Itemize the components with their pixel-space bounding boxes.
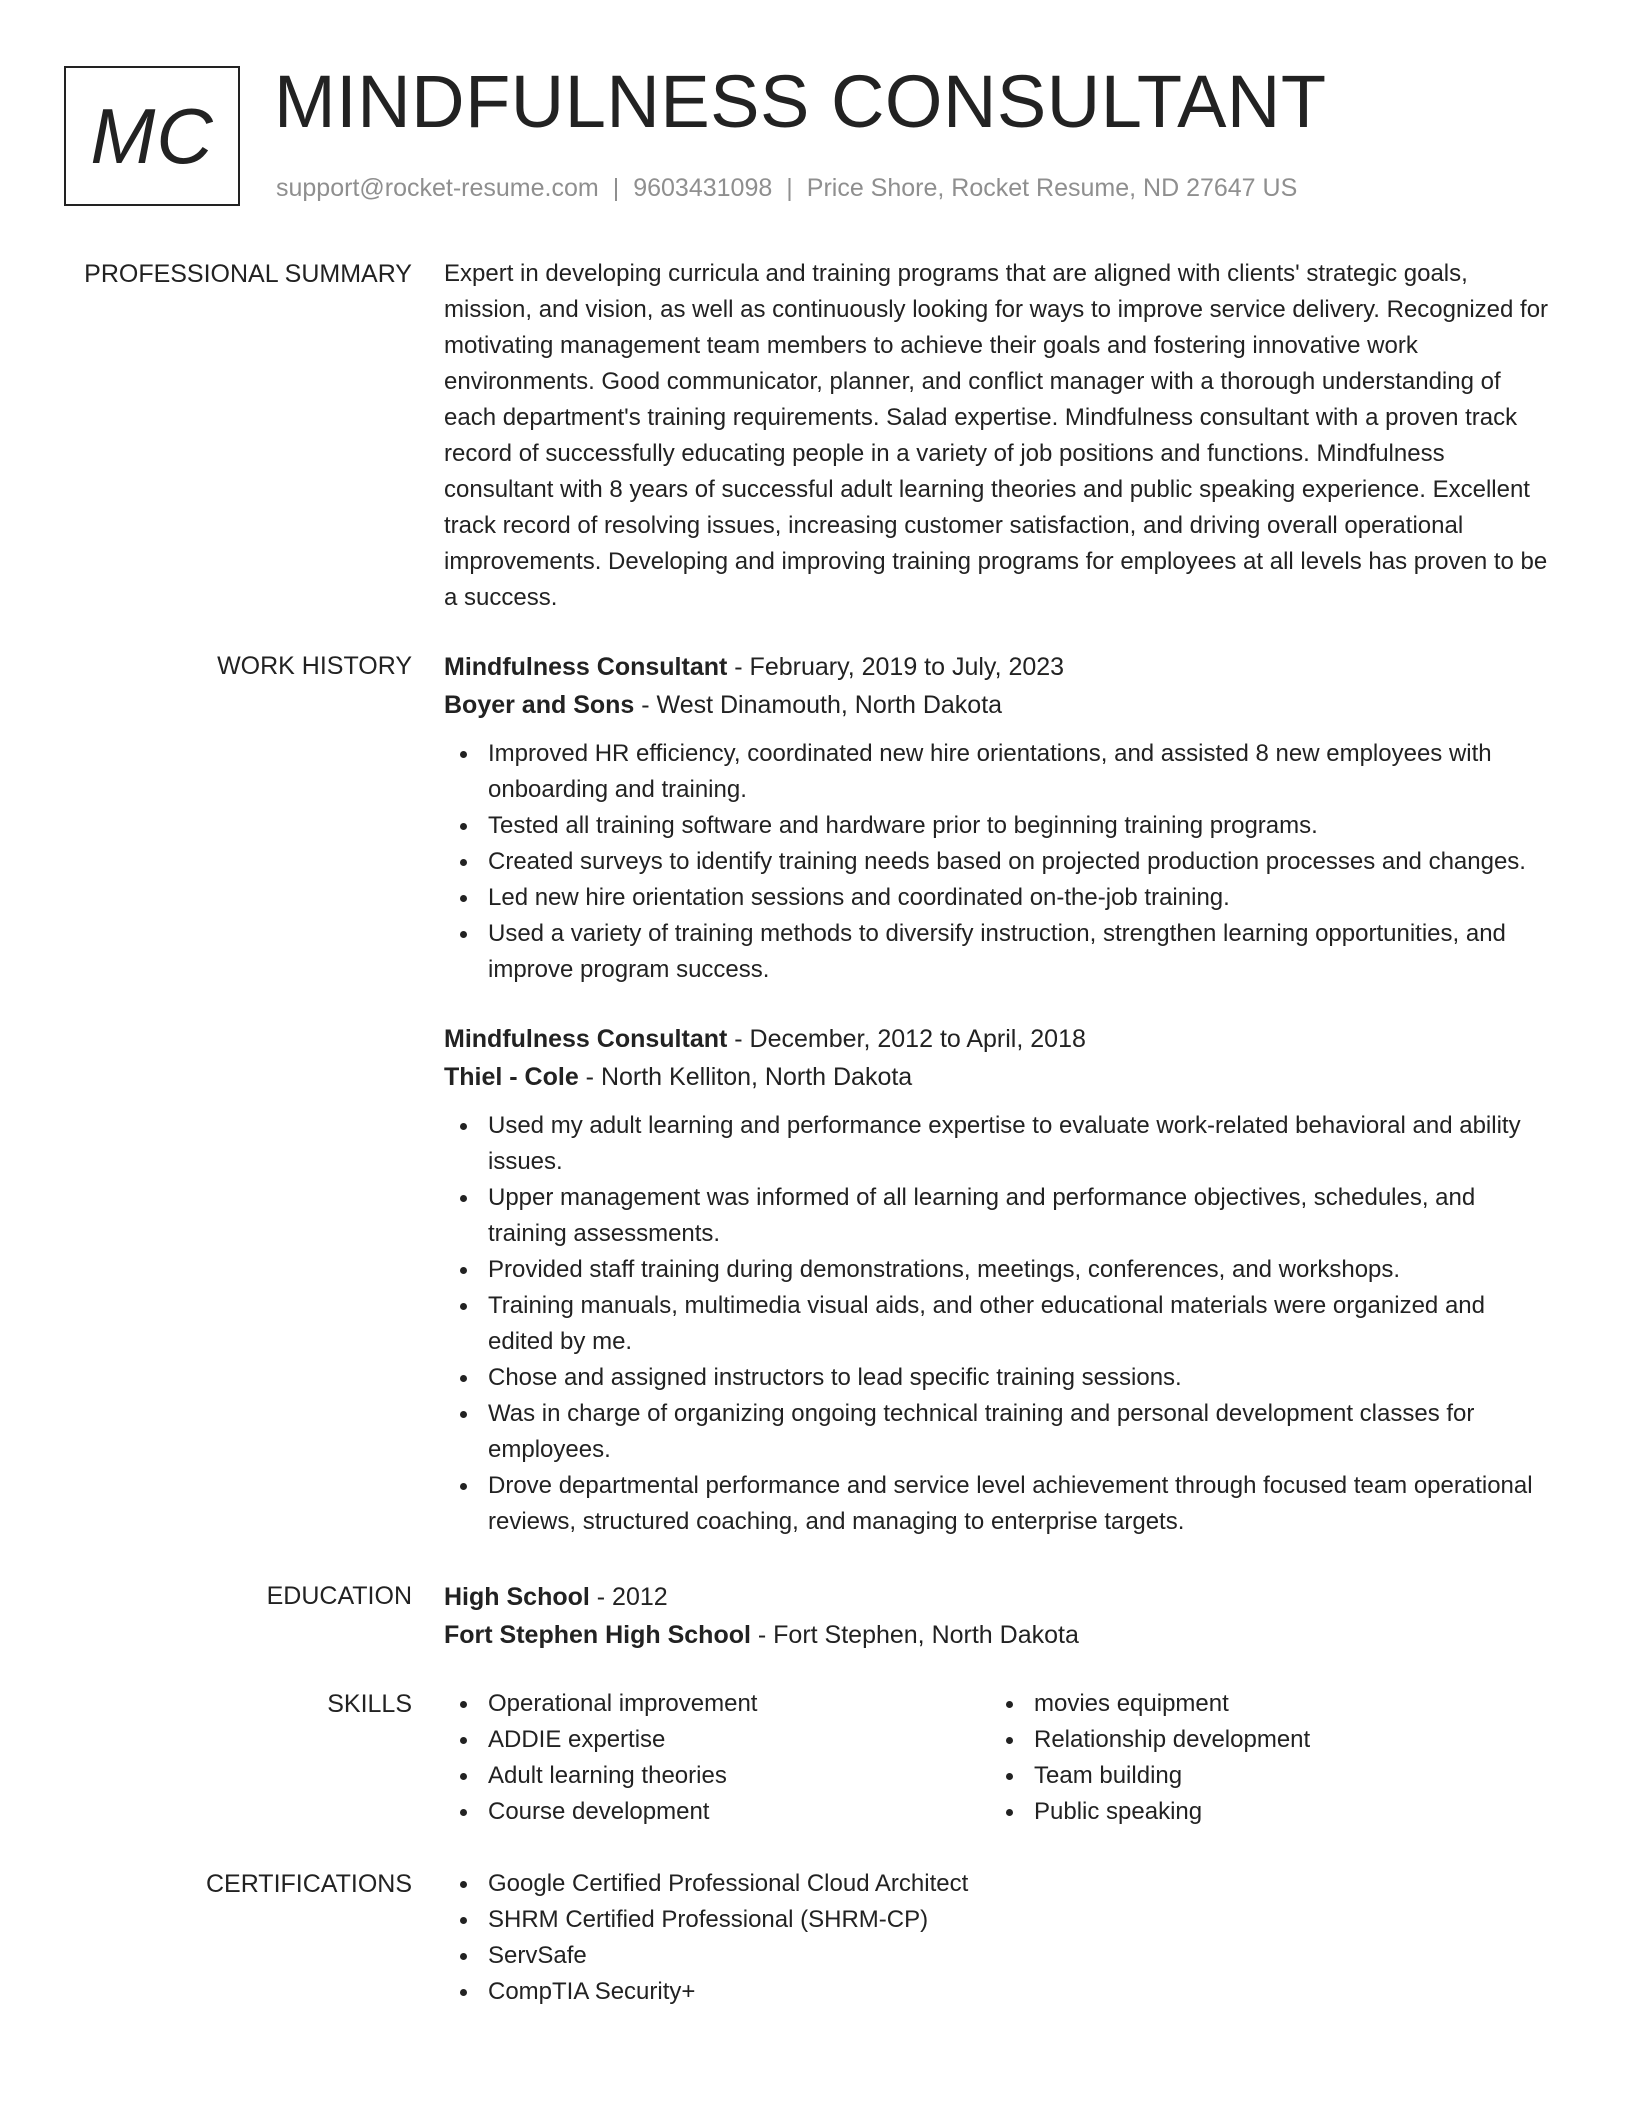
education-school-line <box>444 1616 1556 1654</box>
skill-item: ADDIE expertise <box>444 1722 990 1758</box>
job-company-line <box>444 1058 1556 1096</box>
education-body <box>444 1578 1556 1654</box>
job-entry <box>444 648 1556 988</box>
education-year: - 2012 <box>589 1583 668 1611</box>
job-bullet: Training manuals, multimedia visual aids, and other educational materials were organized and edited by me. <box>444 1288 1556 1360</box>
job-bullet: Created surveys to identify training needs based on projected production processes and changes. <box>444 844 1556 880</box>
job-title: Mindfulness Consultant <box>444 1025 728 1053</box>
job-bullet: Chose and assigned instructors to lead specific training sessions. <box>444 1360 1556 1396</box>
job-title-line <box>444 1020 1556 1058</box>
education-degree: High School <box>444 1583 590 1611</box>
certification-item: CompTIA Security+ <box>444 1974 1556 2010</box>
job-dates: - February, 2019 to July, 2023 <box>727 653 1065 681</box>
job-bullet: Drove departmental performance and service level achievement through focused team operational reviews, structured coaching, and managing to enterprise targets. <box>444 1468 1556 1540</box>
education-degree-line <box>444 1578 1556 1616</box>
job-dates: - December, 2012 to April, 2018 <box>727 1025 1086 1053</box>
section-label-summary: PROFESSIONAL SUMMARY <box>84 260 412 288</box>
certification-item: Google Certified Professional Cloud Architect <box>444 1866 1556 1902</box>
contact-separator: | <box>612 174 620 202</box>
job-bullet: Used my adult learning and performance expertise to evaluate work-related behavioral and ability issues. <box>444 1108 1556 1180</box>
section-label-certifications: CERTIFICATIONS <box>205 1870 412 1898</box>
contact-address: Price Shore, Rocket Resume, ND 27647 US <box>806 174 1298 202</box>
job-bullet: Provided staff training during demonstrations, meetings, conferences, and workshops. <box>444 1252 1556 1288</box>
skills-column-left <box>444 1686 990 1830</box>
job-bullet: Improved HR efficiency, coordinated new hire orientations, and assisted 8 new employees with onboarding and training. <box>444 736 1556 808</box>
section-label-work-history: WORK HISTORY <box>217 652 412 680</box>
job-bullet: Was in charge of organizing ongoing technical training and personal development classes for employees. <box>444 1396 1556 1468</box>
skills-column-right <box>990 1686 1536 1830</box>
skill-item: Adult learning theories <box>444 1758 990 1794</box>
job-bullet: Tested all training software and hardware prior to beginning training programs. <box>444 808 1556 844</box>
job-bullets <box>444 736 1556 988</box>
section-label-skills: SKILLS <box>327 1690 412 1718</box>
skill-item: Course development <box>444 1794 990 1830</box>
summary-text: Expert in developing curricula and training programs that are aligned with clients' strategic goals, mission, and vision, as well as continuously looking for ways to improve service delivery. Recognized for motivating management team members to achieve their goals and fostering innovative work environments. Good communicator, planner, and conflict manager with a thorough understanding of each department's training requirements. Salad expertise. Mindfulness consultant with a proven track record of successfully educating people in a variety of job positions and functions. Mindfulness consultant with 8 years of successful adult learning theories and public speaking experience. Excellent track record of resolving issues, increasing customer satisfaction, and driving overall operational improvements. Developing and improving training programs for employees at all levels has proven to be a success. <box>444 260 1549 611</box>
certifications-body <box>444 1866 1556 2010</box>
job-title-line <box>444 648 1556 686</box>
job-bullet: Used a variety of training methods to diversify instruction, strengthen learning opportunities, and improve program success. <box>444 916 1556 988</box>
certification-item: SHRM Certified Professional (SHRM-CP) <box>444 1902 1556 1938</box>
job-location: - West Dinamouth, North Dakota <box>634 691 1003 719</box>
skill-item: Public speaking <box>990 1794 1536 1830</box>
monogram-logo: MC <box>64 66 240 206</box>
contact-separator: | <box>786 174 793 202</box>
job-company: Thiel - Cole <box>444 1063 579 1091</box>
skill-item: Relationship development <box>990 1722 1536 1758</box>
job-bullet: Led new hire orientation sessions and coordinated on-the-job training. <box>444 880 1556 916</box>
job-location: - North Kelliton, North Dakota <box>578 1063 913 1091</box>
certification-item: ServSafe <box>444 1938 1556 1974</box>
resume-title: MINDFULNESS CONSULTANT <box>274 60 1327 143</box>
section-label-education: EDUCATION <box>266 1582 412 1610</box>
certifications-list <box>444 1866 1556 2010</box>
contact-phone: 9603431098 <box>633 174 773 202</box>
work-history-body <box>444 648 1556 1540</box>
education-school: Fort Stephen High School <box>444 1621 751 1649</box>
job-company: Boyer and Sons <box>444 691 635 719</box>
job-title: Mindfulness Consultant <box>444 653 728 681</box>
job-entry <box>444 1020 1556 1540</box>
job-company-line <box>444 686 1556 724</box>
skill-item: Team building <box>990 1758 1536 1794</box>
job-bullet: Upper management was informed of all learning and performance objectives, schedules, and training assessments. <box>444 1180 1556 1252</box>
skills-body <box>444 1686 1556 1830</box>
education-location: - Fort Stephen, North Dakota <box>750 1621 1079 1649</box>
job-bullets <box>444 1108 1556 1540</box>
skill-item: Operational improvement <box>444 1686 990 1722</box>
resume-header <box>64 60 1584 214</box>
contact-line <box>276 174 1297 203</box>
contact-email: support@rocket-resume.com <box>276 174 599 202</box>
skill-item: movies equipment <box>990 1686 1536 1722</box>
